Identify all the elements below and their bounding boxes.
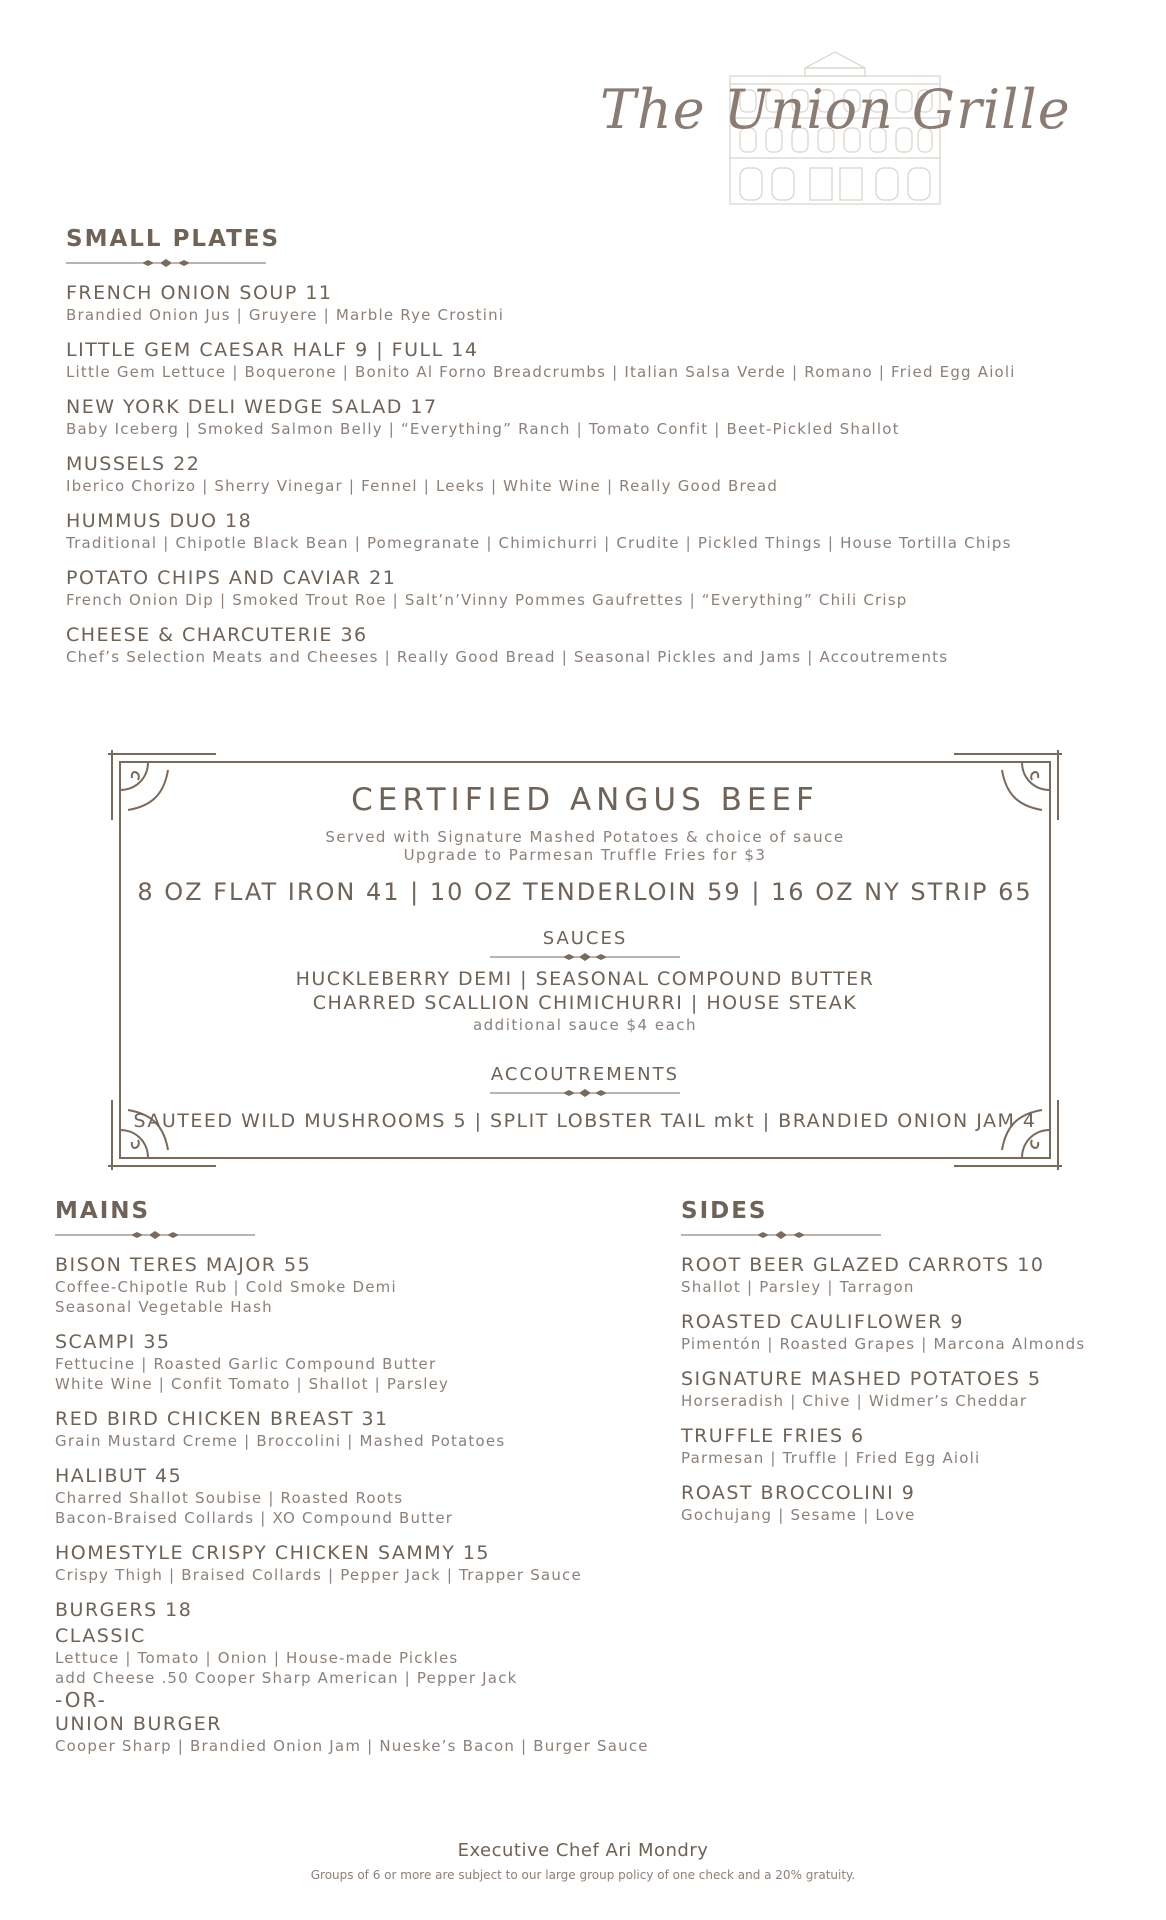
beef-subtitle-upgrade: Upgrade to Parmesan Truffle Fries for $3: [403, 846, 767, 864]
menu-item: [681, 1253, 1141, 1297]
menu-item-description: White Wine | Confit Tomato | Shallot | Parsley: [55, 1375, 450, 1393]
menu-item-name: FRENCH ONION SOUP 11: [66, 282, 333, 304]
menu-item: [681, 1424, 1141, 1468]
executive-chef: Executive Chef Ari Mondry: [457, 1840, 709, 1861]
sides-list: [681, 1253, 1141, 1525]
sauces-title: SAUCES: [542, 928, 628, 949]
menu-item-description: Charred Shallot Soubise | Roasted Roots: [55, 1489, 404, 1507]
accoutrements-title: ACCOUTREMENTS: [490, 1064, 680, 1085]
menu-item: [55, 1407, 675, 1451]
menu-item-name: CHEESE & CHARCUTERIE 36: [66, 624, 368, 646]
menu-item-description: Gochujang | Sesame | Love: [681, 1506, 916, 1524]
menu-item-name: LITTLE GEM CAESAR HALF 9 | FULL 14: [66, 339, 479, 361]
small-plates-section: [66, 226, 1126, 667]
menu-item-description: Parmesan | Truffle | Fried Egg Aioli: [681, 1449, 981, 1467]
beef-subtitle-sauce: Served with Signature Mashed Potatoes & choice of sauce: [325, 828, 845, 846]
menu-item-description: Coffee-Chipotle Rub | Cold Smoke Demi: [55, 1278, 397, 1296]
burgers-name: BURGERS 18: [55, 1599, 193, 1621]
menu-item-name: HALIBUT 45: [55, 1465, 183, 1487]
burger-or-divider: -OR-: [55, 1688, 107, 1712]
menu-item-description: French Onion Dip | Smoked Trout Roe | Salt’n’Vinny Pommes Gaufrettes | “Everything” Chili Crisp: [66, 591, 908, 609]
menu-item: [66, 623, 1126, 667]
menu-item-description: Horseradish | Chive | Widmer’s Cheddar: [681, 1392, 1028, 1410]
beef-title: CERTIFIED ANGUS BEEF: [351, 782, 819, 818]
beef-cuts: 8 OZ FLAT IRON 41 | 10 OZ TENDERLOIN 59 | 16 OZ NY STRIP 65: [137, 878, 1033, 906]
divider-ornament: [681, 1230, 881, 1240]
menu-item-description: Iberico Chorizo | Sherry Vinegar | Fennel | Leeks | White Wine | Really Good Bread: [66, 477, 779, 495]
sauces-line-1: HUCKLEBERRY DEMI | SEASONAL COMPOUND BUTTER: [295, 968, 875, 990]
menu-item-name: POTATO CHIPS AND CAVIAR 21: [66, 567, 397, 589]
menu-item-name: HUMMUS DUO 18: [66, 510, 253, 532]
menu-item-description: Grain Mustard Creme | Broccolini | Mashed Potatoes: [55, 1432, 506, 1450]
menu-item-description: Seasonal Vegetable Hash: [55, 1298, 273, 1316]
menu-item-name: HOMESTYLE CRISPY CHICKEN SAMMY 15: [55, 1542, 491, 1564]
menu-item-description: Pimentón | Roasted Grapes | Marcona Almonds: [681, 1335, 1086, 1353]
menu-item-description: Baby Iceberg | Smoked Salmon Belly | “Everything” Ranch | Tomato Confit | Beet-Pickled Shallot: [66, 420, 900, 438]
menu-item: [681, 1481, 1141, 1525]
certified-angus-beef-box: [108, 750, 1062, 1170]
menu-item-description: Traditional | Chipotle Black Bean | Pomegranate | Chimichurri | Crudite | Pickled Things | House Tortilla Chips: [66, 534, 1012, 552]
menu-item-description: Crispy Thigh | Braised Collards | Pepper Jack | Trapper Sauce: [55, 1566, 582, 1584]
menu-item: [55, 1541, 675, 1585]
menu-item: [66, 509, 1126, 553]
menu-item: [55, 1464, 675, 1528]
mains-section: [55, 1198, 675, 1756]
menu-item-description: Shallot | Parsley | Tarragon: [681, 1278, 915, 1296]
sides-section: [681, 1198, 1141, 1525]
menu-item-name: ROOT BEER GLAZED CARROTS 10: [681, 1254, 1045, 1276]
mains-title: MAINS: [55, 1198, 151, 1224]
menu-item: [55, 1253, 675, 1317]
menu-item-description: Little Gem Lettuce | Boquerone | Bonito Al Forno Breadcrumbs | Italian Salsa Verde | Romano | Fried Egg Aioli: [66, 363, 1016, 381]
menu-item: [66, 395, 1126, 439]
menu-item: [66, 566, 1126, 610]
menu-item-name: MUSSELS 22: [66, 453, 201, 475]
menu-item: [66, 338, 1126, 382]
menu-item: [55, 1330, 675, 1394]
sauces-line-2: CHARRED SCALLION CHIMICHURRI | HOUSE STEAK: [312, 992, 858, 1014]
group-policy-note: Groups of 6 or more are subject to our large group policy of one check and a 20% gratuity.: [310, 1868, 856, 1882]
mains-list: [55, 1253, 675, 1585]
menu-item: [66, 452, 1126, 496]
accoutrements-divider-ornament: [490, 1088, 680, 1098]
sauces-divider-ornament: [490, 952, 680, 962]
union-burger-desc: Cooper Sharp | Brandied Onion Jam | Nueske’s Bacon | Burger Sauce: [55, 1737, 649, 1755]
menu-item-name: ROASTED CAULIFLOWER 9: [681, 1311, 964, 1333]
restaurant-logo: [600, 48, 1071, 218]
menu-item-description: Bacon-Braised Collards | XO Compound Butter: [55, 1509, 454, 1527]
union-burger-heading: UNION BURGER: [55, 1713, 223, 1735]
small-plates-list: [66, 281, 1126, 667]
menu-item-name: ROAST BROCCOLINI 9: [681, 1482, 916, 1504]
sides-title: SIDES: [681, 1198, 768, 1224]
logo-wordmark: The Union Grille: [600, 78, 1071, 141]
menu-item-name: TRUFFLE FRIES 6: [681, 1425, 865, 1447]
menu-item-name: BISON TERES MAJOR 55: [55, 1254, 312, 1276]
menu-item-name: RED BIRD CHICKEN BREAST 31: [55, 1408, 389, 1430]
menu-item: [66, 281, 1126, 325]
small-plates-title: SMALL PLATES: [66, 226, 281, 252]
menu-item-name: NEW YORK DELI WEDGE SALAD 17: [66, 396, 438, 418]
classic-burger-desc: Lettuce | Tomato | Onion | House-made Pickles: [55, 1649, 459, 1667]
burgers-item: [55, 1598, 675, 1756]
sauces-note: additional sauce $4 each: [472, 1016, 698, 1034]
menu-item-name: SCAMPI 35: [55, 1331, 171, 1353]
accoutrements-line: SAUTEED WILD MUSHROOMS 5 | SPLIT LOBSTER TAIL mkt | BRANDIED ONION JAM 4: [133, 1110, 1037, 1132]
menu-item-description: Fettucine | Roasted Garlic Compound Butter: [55, 1355, 437, 1373]
menu-item-description: Chef’s Selection Meats and Cheeses | Really Good Bread | Seasonal Pickles and Jams | Accoutrements: [66, 648, 949, 666]
divider-ornament: [66, 258, 266, 268]
menu-item-name: SIGNATURE MASHED POTATOES 5: [681, 1368, 1042, 1390]
menu-item-description: Brandied Onion Jus | Gruyere | Marble Rye Crostini: [66, 306, 505, 324]
divider-ornament: [55, 1230, 255, 1240]
menu-item: [681, 1310, 1141, 1354]
menu-item: [681, 1367, 1141, 1411]
classic-burger-heading: CLASSIC: [55, 1625, 146, 1647]
classic-burger-addon: add Cheese .50 Cooper Sharp American | Pepper Jack: [55, 1669, 518, 1687]
